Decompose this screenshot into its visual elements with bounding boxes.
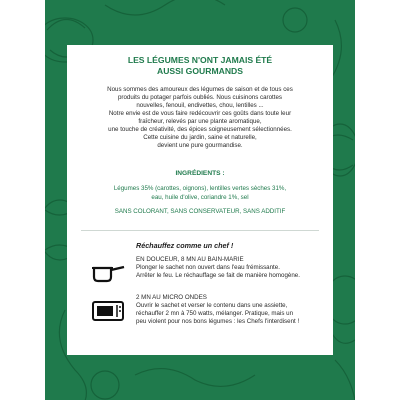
- ingredients-list: [81, 184, 319, 202]
- ingredients-heading: INGRÉDIENTS :: [175, 170, 225, 177]
- saucepan-icon: [91, 262, 125, 284]
- page-title: [81, 55, 319, 77]
- reheat-method-microwave: [81, 294, 319, 330]
- method-line: 2 MN AU MICRO ONDES: [136, 294, 207, 301]
- info-card: [67, 45, 333, 355]
- intro-line: fraîcheur, relevés par une plante aromatique,: [138, 118, 262, 125]
- intro-line: produits du potager parfois oubliés. Nous cuisinons carottes: [117, 94, 283, 101]
- method-line: Plonger le sachet non ouvert dans l'eau frémissante.: [136, 264, 280, 271]
- ingredients-line-2: eau, huile d'olive, coriandre 1%, sel: [151, 194, 249, 201]
- reheat-title: Réchauffez comme un chef !: [136, 241, 234, 250]
- microwave-icon: [91, 300, 125, 322]
- packaging-back: [45, 0, 355, 400]
- method-line: Ouvrir le sachet et verser le contenu dans une assiette,: [136, 302, 288, 309]
- intro-line: Cette cuisine du jardin, saine et naturelle,: [143, 134, 257, 141]
- title-line-2: AUSSI GOURMANDS: [157, 66, 243, 76]
- intro-line: devient une pure gourmandise.: [157, 142, 243, 149]
- intro-line: Notre envie est de vous faire redécouvrir ces goûts dans toute leur: [108, 110, 292, 117]
- ingredients-line-1: Légumes 35% (carottes, oignons), lentilles vertes sèches 31%,: [113, 185, 287, 192]
- microwave-instructions: [136, 294, 338, 326]
- bain-marie-instructions: [136, 256, 338, 280]
- method-line: peu violent pour nos bons légumes : les Chefs l'interdisent !: [136, 318, 300, 325]
- intro-line: Nous sommes des amoureux des légumes de saison et de tous ces: [107, 86, 293, 93]
- intro-paragraph: [81, 86, 319, 150]
- no-additives-label: SANS COLORANT, SANS CONSERVATEUR, SANS ADDITIF: [114, 208, 286, 215]
- method-line: EN DOUCEUR, 8 MN AU BAIN-MARIE: [136, 256, 244, 263]
- intro-line: une touche de créativité, des épices soigneusement sélectionnées.: [108, 126, 292, 133]
- method-line: réchauffer 2 mn à 750 watts, mélanger. Pratique, mais un: [136, 310, 294, 317]
- method-line: Arrêter le feu. Le réchauffage se fait de manière homogène.: [136, 272, 300, 279]
- intro-line: nouvelles, fenouil, endivettes, chou, lentilles ...: [136, 102, 264, 109]
- reheat-method-bain-marie: [81, 256, 319, 292]
- section-divider: [81, 230, 319, 231]
- title-line-1: LES LÉGUMES N'ONT JAMAIS ÉTÉ: [127, 55, 273, 65]
